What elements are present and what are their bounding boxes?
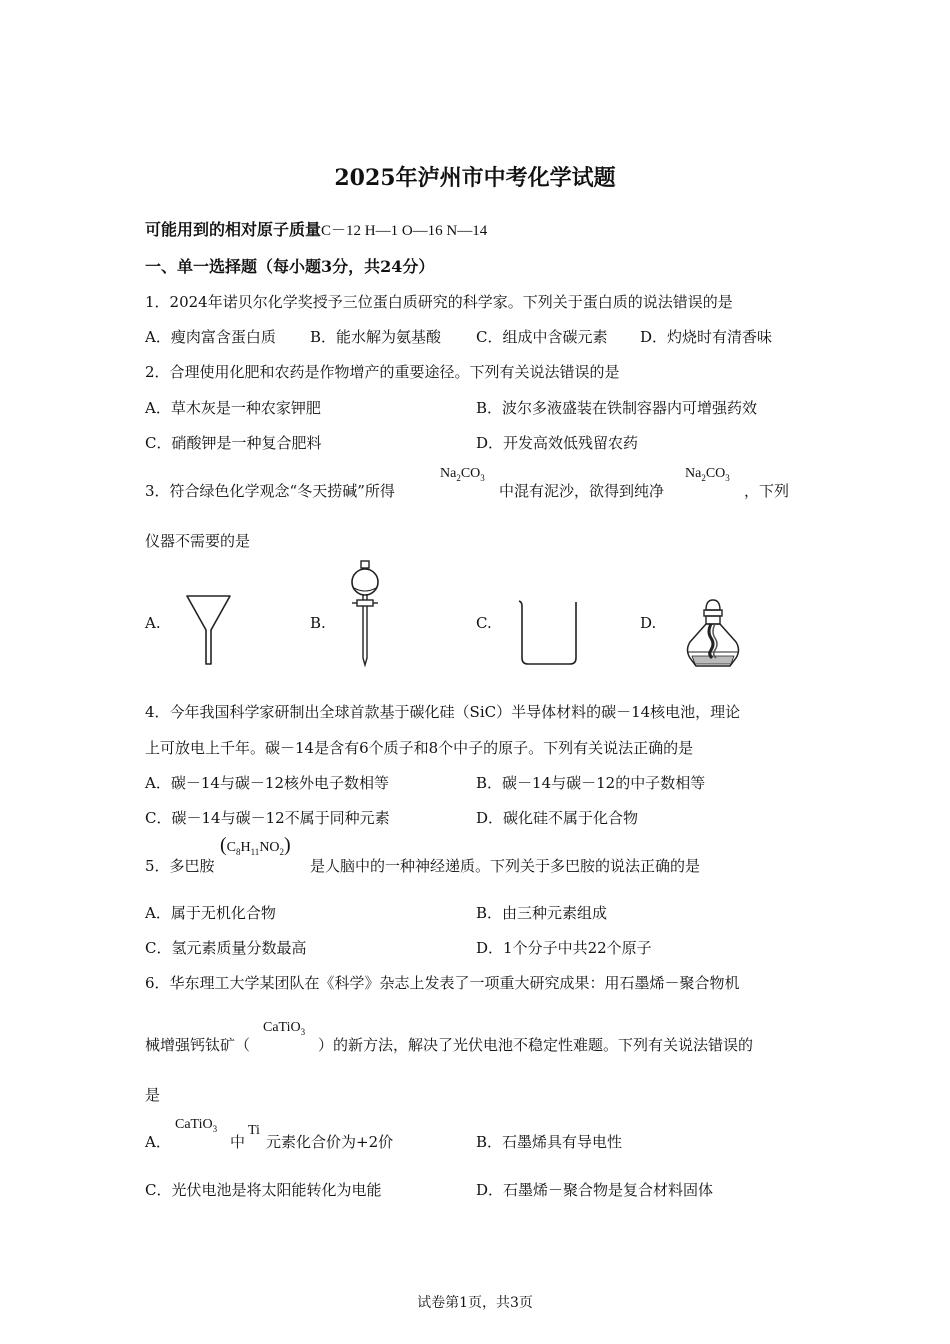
q5-option-d: D．1个分子中共22个原子 [476,939,652,957]
q4-stem-line1: 4．今年我国科学家研制出全球首款基于碳化硅（SiC）半导体材料的碳－14核电池，理论 [145,703,741,721]
q1-stem: 1．2024年诺贝尔化学奖授予三位蛋白质研究的科学家。下列关于蛋白质的说法错误的是 [145,293,733,311]
q3-stem-part2: 中混有泥沙，欲得到纯净 [499,482,665,500]
q4-stem-line2: 上可放电上千年。碳－14是含有6个质子和8个中子的原子。下列有关说法正确的是 [145,739,694,757]
q6-option-a-prefix: A． [145,1133,171,1151]
page-title: 2025年泸州市中考化学试题 [334,165,616,191]
q6-option-a-mid: 中 [230,1133,246,1151]
q3-option-b-letter: B. [310,614,326,632]
separatory-funnel-icon [350,560,380,668]
q4-option-c: C．碳－14与碳－12不属于同种元素 [145,809,390,827]
q3-option-d-letter: D. [640,614,657,632]
q3-option-a-letter: A. [145,614,161,632]
q3-stem-line2: 仪器不需要的是 [145,532,251,550]
q2-stem: 2．合理使用化肥和农药是作物增产的重要途径。下列有关说法错误的是 [145,363,620,381]
q6-stem-line1: 6．华东理工大学某团队在《科学》杂志上发表了一项重大研究成果：用石墨烯－聚合物机 [145,974,740,992]
q6-option-b: B．石墨烯具有导电性 [476,1133,623,1151]
q1-option-a: A．瘦肉富含蛋白质 [145,328,276,346]
q2-option-a: A．草木灰是一种农家钾肥 [145,399,321,417]
atomic-mass-values: C－12 H—1 O—16 N—14 [321,223,488,239]
q5-formula: $(C_8H_{11}NO_2)$ [220,834,291,857]
q2-option-d: D．开发高效低残留农药 [476,434,639,452]
q6-stem-line3: 是 [145,1086,161,1104]
funnel-icon [186,594,232,666]
q1-option-b: B．能水解为氨基酸 [310,328,442,346]
section-heading: 一、单一选择题（每小题3分，共24分） [145,257,435,276]
q6-formula: CaTiO$_3$ [263,1020,306,1037]
q5-stem-part2: 是人脑中的一种神经递质。下列关于多巴胺的说法正确的是 [310,857,701,875]
q4-option-a: A．碳－14与碳－12核外电子数相等 [145,774,390,792]
q3-stem-part3: ，下列 [744,482,790,500]
q5-option-a: A．属于无机化合物 [145,904,276,922]
q3-formula-2: $Na_2CO_3$ [685,466,730,483]
q3-formula-1: $Na_2CO_3$ [440,466,485,483]
q6-option-a-suffix: 元素化合价为+2价 [266,1133,394,1151]
atomic-mass-line [145,217,487,240]
q5-option-b: B．由三种元素组成 [476,904,608,922]
q6-option-c: C．光伏电池是将太阳能转化为电能 [145,1181,382,1199]
q6-option-d: D．石墨烯－聚合物是复合材料固体 [476,1181,714,1199]
q6-stem-line2-part1: 械增强钙钛矿（ [145,1036,251,1054]
q2-option-c: C．硝酸钾是一种复合肥料 [145,434,322,452]
q5-option-c: C．氢元素质量分数最高 [145,939,307,957]
q3-stem-part1: 3．符合绿色化学观念“冬天捞碱”所得 [145,482,395,500]
q4-option-b: B．碳－14与碳－12的中子数相等 [476,774,706,792]
q4-option-d: D．碳化硅不属于化合物 [476,809,639,827]
q6-option-a-formula: CaTiO$_3$ [175,1117,218,1134]
q3-option-c-letter: C. [476,614,492,632]
q1-option-c: C．组成中含碳元素 [476,328,608,346]
atomic-mass-label: 可能用到的相对原子质量 [145,220,322,239]
q6-stem-line2-part2: ）的新方法，解决了光伏电池不稳定性难题。下列有关说法错误的 [318,1036,754,1054]
alcohol-lamp-icon [684,598,742,670]
q1-option-d: D．灼烧时有清香味 [640,328,773,346]
q6-option-a-ti: Ti [248,1123,260,1138]
beaker-icon [518,600,580,666]
q2-option-b: B．波尔多液盛装在铁制容器内可增强药效 [476,399,758,417]
q5-stem-part1: 5．多巴胺 [145,857,215,875]
page-footer: 试卷第1页，共3页 [417,1295,533,1311]
